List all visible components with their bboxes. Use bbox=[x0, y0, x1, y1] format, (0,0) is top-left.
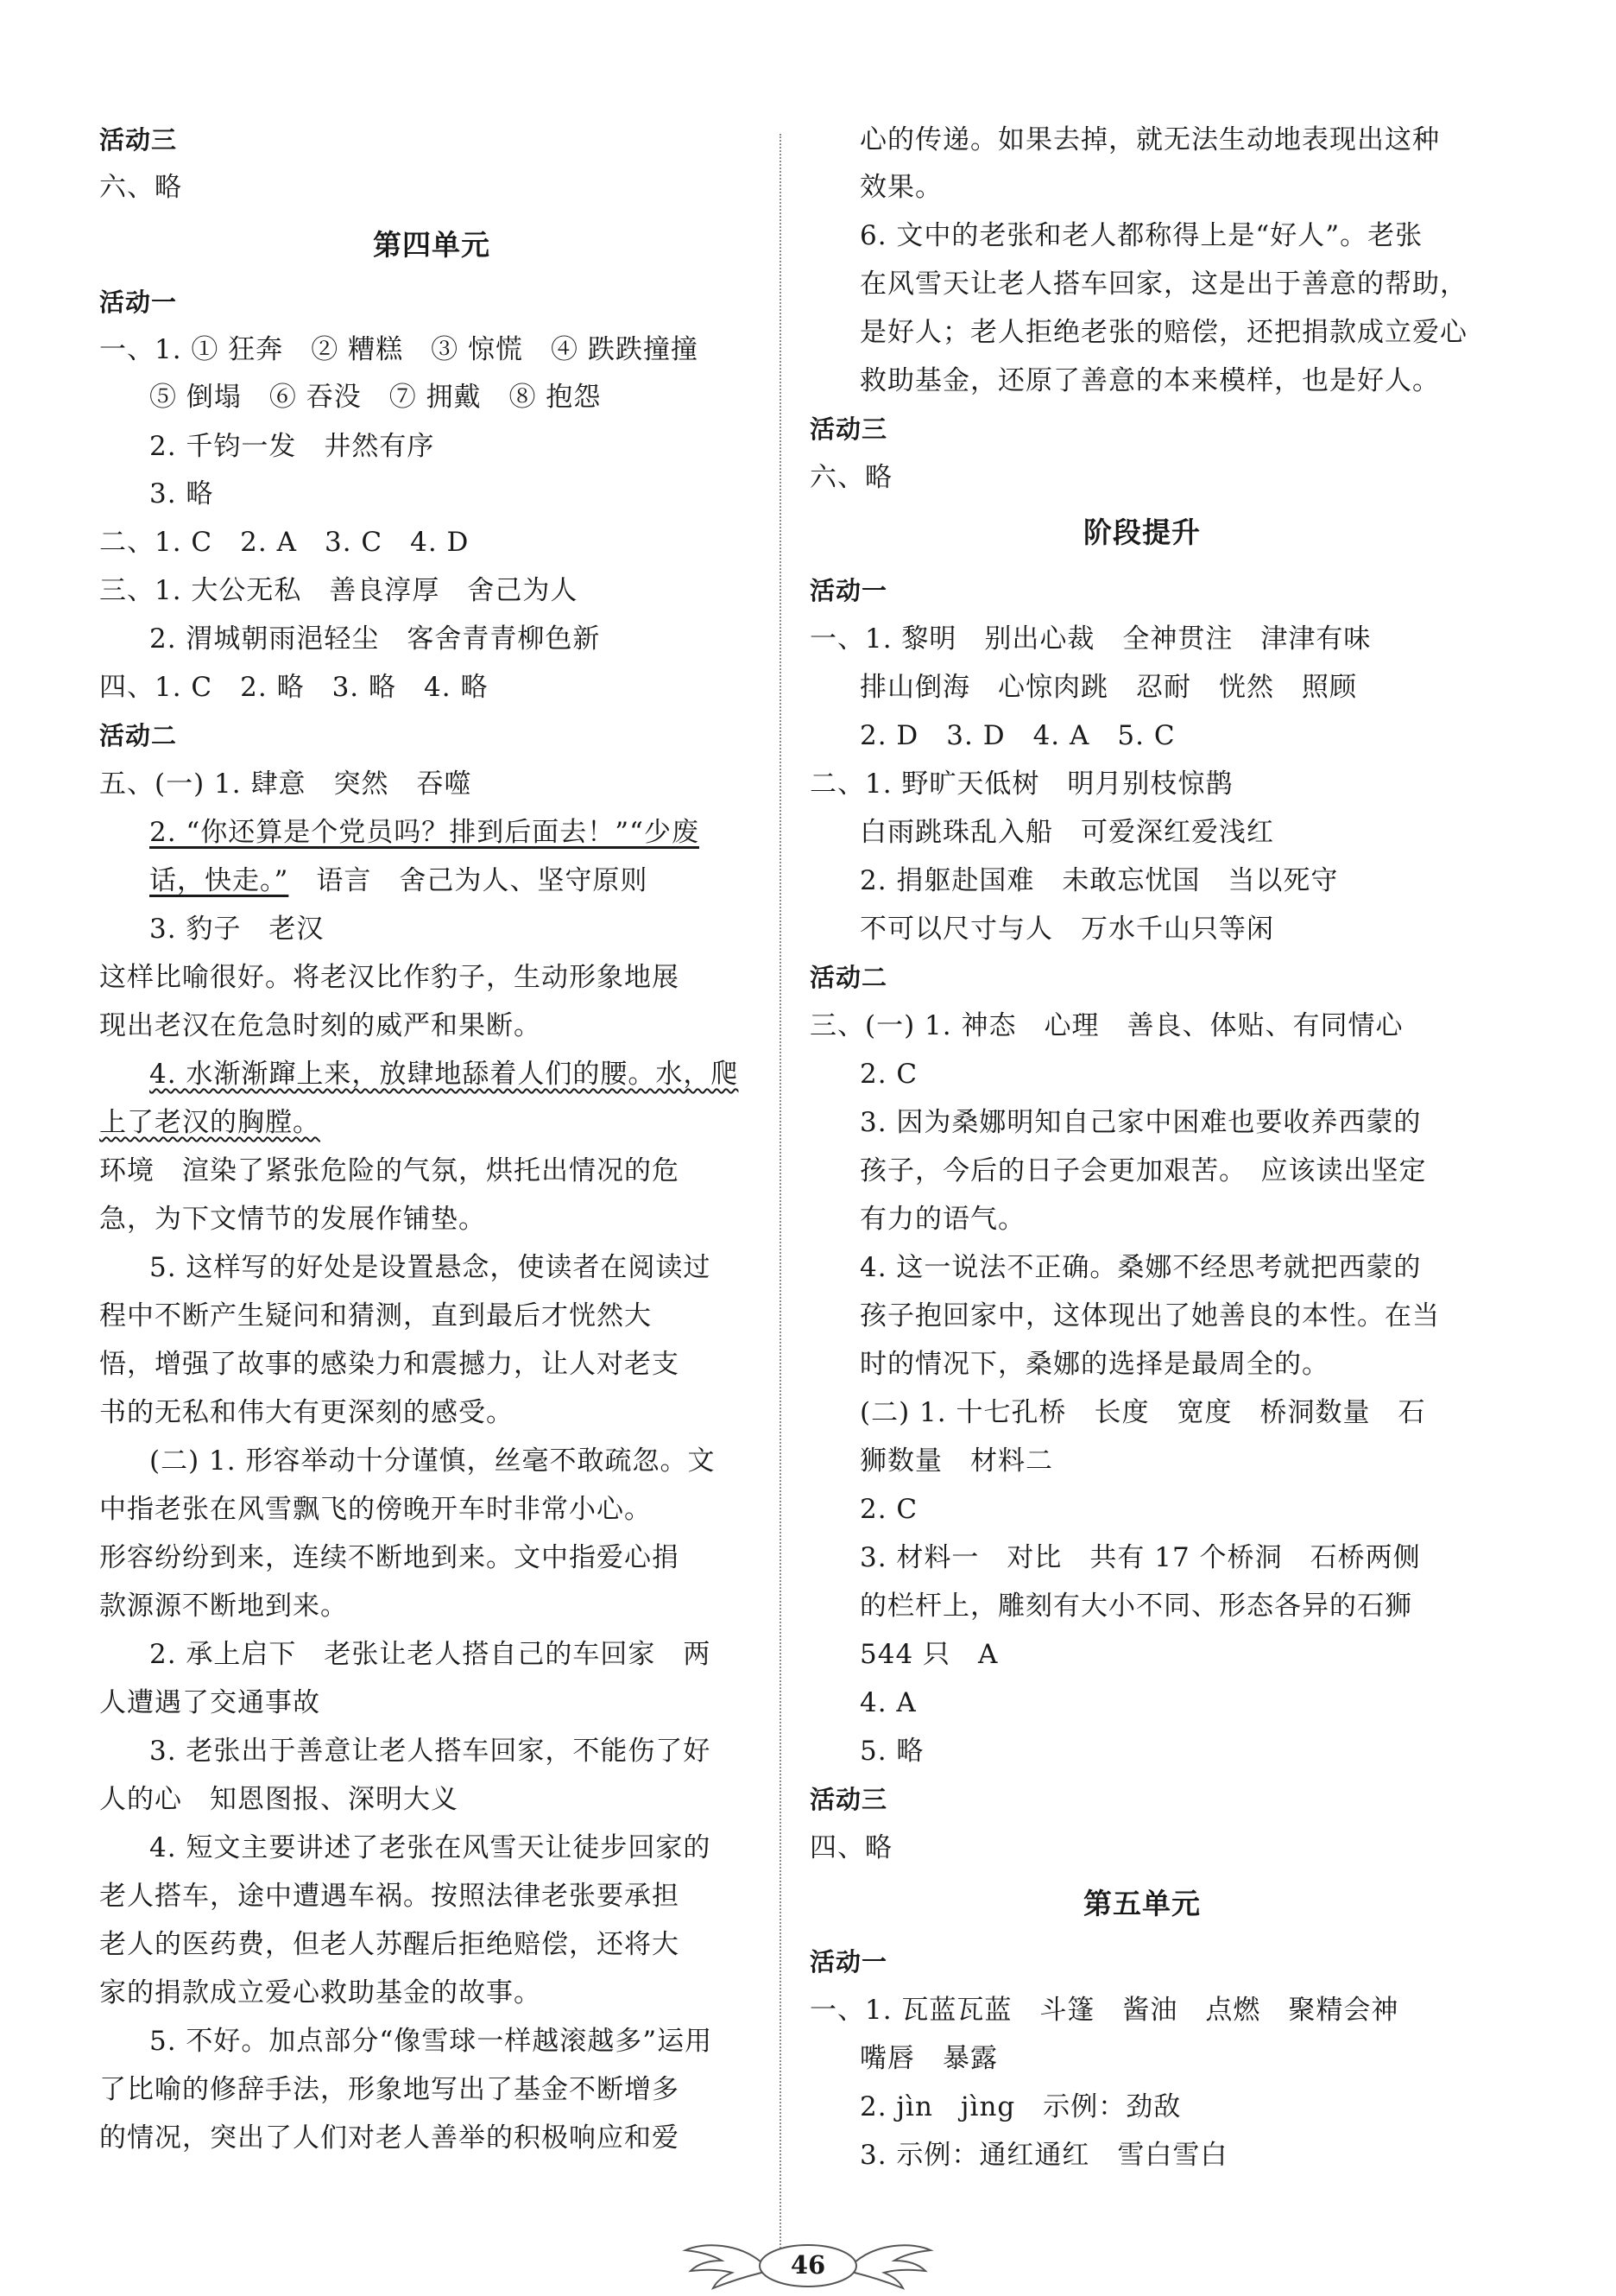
answer-line: 现出老汉在危急时刻的威严和果断。 bbox=[99, 1010, 541, 1041]
answer-line: 4. A bbox=[860, 1687, 917, 1718]
answer-line: 的情况，突出了人们对老人善举的积极响应和爱 bbox=[99, 2122, 679, 2154]
answer-line: 四、1. C 2. 略 3. 略 4. 略 bbox=[99, 672, 489, 703]
answer-line: 4. 短文主要讲述了老张在风雪天让徒步回家的 bbox=[149, 1832, 711, 1863]
answer-line: 款源源不断地到来。 bbox=[99, 1591, 348, 1622]
answer-line: 五、(一) 1. 肆意 突然 吞噬 bbox=[99, 768, 472, 800]
answer-line: 二、1. 野旷天低树 明月别枝惊鹊 bbox=[810, 768, 1234, 800]
answer-line: 544 只 A bbox=[860, 1639, 999, 1670]
answer-line: 5. 这样写的好处是设置悬念，使读者在阅读过 bbox=[149, 1252, 711, 1283]
answer-line: 3. 材料一 对比 共有 17 个桥洞 石桥两侧 bbox=[860, 1542, 1421, 1573]
answer-line: 有力的语气。 bbox=[860, 1204, 1026, 1235]
answer-line: 家的捐款成立爱心救助基金的故事。 bbox=[99, 1977, 541, 2008]
answer-line: 形容纷纷到来，连续不断地到来。文中指爱心捐 bbox=[99, 1542, 679, 1573]
answer-line: 3. 因为桑娜明知自己家中困难也要收养西蒙的 bbox=[860, 1107, 1422, 1138]
answer-line: 人的心 知恩图报、深明大义 bbox=[99, 1784, 458, 1815]
answer-line: 2. C bbox=[860, 1059, 918, 1090]
answer-line: 急，为下文情节的发展作铺垫。 bbox=[99, 1204, 486, 1235]
answer-line: 一、1. 瓦蓝瓦蓝 斗篷 酱油 点燃 聚精会神 bbox=[810, 1995, 1399, 2026]
answer-line: 4. 这一说法不正确。桑娜不经思考就把西蒙的 bbox=[860, 1252, 1422, 1283]
answer-line: 一、1. ① 狂奔 ② 糟糕 ③ 惊慌 ④ 跌跌撞撞 bbox=[99, 334, 698, 365]
answer-line: 时的情况下，桑娜的选择是最周全的。 bbox=[860, 1349, 1329, 1380]
section-label: 活动一 bbox=[810, 576, 888, 605]
answer-line: 心的传递。如果去掉，就无法生动地表现出这种 bbox=[860, 124, 1440, 155]
answer-line: 2. D 3. D 4. A 5. C bbox=[860, 720, 1176, 751]
answer-line: 2. 千钧一发 井然有序 bbox=[149, 431, 435, 462]
answer-line: ⑤ 倒塌 ⑥ 吞没 ⑦ 拥戴 ⑧ 抱怨 bbox=[149, 382, 602, 413]
stage-title: 阶段提升 bbox=[1083, 515, 1201, 549]
unit-title: 第四单元 bbox=[373, 228, 490, 262]
section-label: 活动一 bbox=[810, 1947, 888, 1977]
answer-line: 4. 水渐渐蹿上来，放肆地舔着人们的腰。水，爬 bbox=[149, 1059, 739, 1090]
answer-line: 在风雪天让老人搭车回家，这是出于善意的帮助， bbox=[860, 269, 1468, 300]
answer-line: 老人搭车，途中遭遇车祸。按照法律老张要承担 bbox=[99, 1881, 679, 1912]
answer-text: 语言 舍己为人、坚守原则 bbox=[288, 865, 648, 896]
answer-line: 中指老张在风雪飘飞的傍晚开车时非常小心。 bbox=[99, 1494, 652, 1525]
answer-line: 孩子抱回家中，这体现出了她善良的本性。在当 bbox=[860, 1300, 1440, 1331]
page-number: 46 bbox=[790, 2250, 826, 2280]
answer-line: 2. jìn jìng 示例：劲敌 bbox=[860, 2091, 1182, 2122]
answer-line: 嘴唇 暴露 bbox=[860, 2043, 998, 2074]
answer-line: 2. 承上启下 老张让老人搭自己的车回家 两 bbox=[149, 1639, 711, 1670]
answer-line: 不可以尺寸与人 万水千山只等闲 bbox=[860, 914, 1274, 945]
answer-line: 2. “你还算是个党员吗？排到后面去！”“少废 bbox=[149, 817, 699, 848]
section-label: 活动一 bbox=[99, 288, 178, 317]
underlined-quote: 话，快走。” bbox=[149, 865, 289, 896]
answer-line: 二、1. C 2. A 3. C 4. D bbox=[99, 527, 470, 558]
answer-line: 3. 示例：通红通红 雪白雪白 bbox=[860, 2140, 1228, 2171]
answer-line: 人遭遇了交通事故 bbox=[99, 1687, 320, 1718]
answer-line: 2. 捐躯赴国难 未敢忘忧国 当以死守 bbox=[860, 865, 1339, 896]
answer-line: 三、(一) 1. 神态 心理 善良、体贴、有同情心 bbox=[810, 1010, 1404, 1041]
answer-line: 5. 略 bbox=[860, 1736, 925, 1767]
answer-line: 书的无私和伟大有更深刻的感受。 bbox=[99, 1397, 514, 1428]
answer-line: 3. 豹子 老汉 bbox=[149, 914, 325, 945]
answer-line: (二) 1. 十七孔桥 长度 宽度 桥洞数量 石 bbox=[860, 1397, 1426, 1428]
answer-line: 三、1. 大公无私 善良淳厚 舍己为人 bbox=[99, 575, 578, 606]
answer-line: 排山倒海 心惊肉跳 忍耐 恍然 照顾 bbox=[860, 672, 1357, 703]
section-label: 活动二 bbox=[99, 721, 178, 750]
answer-line: 老人的医药费，但老人苏醒后拒绝赔偿，还将大 bbox=[99, 1929, 679, 1960]
answer-line: 孩子，今后的日子会更加艰苦。 应该读出坚定 bbox=[860, 1155, 1427, 1186]
answer-line: (二) 1. 形容举动十分谨慎，丝毫不敢疏忽。文 bbox=[149, 1445, 716, 1477]
section-label: 活动三 bbox=[99, 125, 178, 155]
answer-line: 四、略 bbox=[810, 1832, 893, 1863]
answer-line: 这样比喻很好。将老汉比作豹子，生动形象地展 bbox=[99, 962, 679, 993]
answer-line: 了比喻的修辞手法，形象地写出了基金不断增多 bbox=[99, 2074, 679, 2105]
answer-line: 的栏杆上，雕刻有大小不同、形态各异的石狮 bbox=[860, 1591, 1412, 1622]
answer-line: 上了老汉的胸膛。 bbox=[99, 1107, 320, 1138]
section-label: 活动三 bbox=[810, 1785, 888, 1814]
answer-line: 是好人；老人拒绝老张的赔偿，还把捐款成立爱心 bbox=[860, 317, 1468, 348]
answer-line: 环境 渲染了紧张危险的气氛，烘托出情况的危 bbox=[99, 1155, 679, 1186]
column-divider bbox=[780, 134, 781, 2258]
answer-line: 六、略 bbox=[810, 462, 893, 493]
answer-line: 2. C bbox=[860, 1494, 918, 1525]
section-label: 活动二 bbox=[810, 963, 888, 992]
answer-line: 一、1. 黎明 别出心裁 全神贯注 津津有味 bbox=[810, 623, 1372, 655]
answer-line: 救助基金，还原了善意的本来模样，也是好人。 bbox=[860, 365, 1440, 396]
answer-line: 3. 老张出于善意让老人搭车回家，不能伤了好 bbox=[149, 1736, 711, 1767]
answer-line: 效果。 bbox=[860, 172, 943, 203]
section-label: 活动三 bbox=[810, 414, 888, 444]
answer-line: 六、略 bbox=[99, 172, 182, 203]
answer-line: 3. 略 bbox=[149, 478, 214, 509]
answer-line: 5. 不好。加点部分“像雪球一样越滚越多”运用 bbox=[149, 2026, 713, 2057]
answer-line: 狮数量 材料二 bbox=[860, 1445, 1053, 1477]
answer-line: 6. 文中的老张和老人都称得上是“好人”。老张 bbox=[860, 220, 1423, 251]
unit-title: 第五单元 bbox=[1083, 1887, 1201, 1920]
answer-line: 白雨跳珠乱入船 可爱深红爱浅红 bbox=[860, 817, 1274, 848]
answer-line bbox=[149, 863, 647, 898]
answer-line: 2. 渭城朝雨浥轻尘 客舍青青柳色新 bbox=[149, 623, 601, 655]
answer-line: 悟，增强了故事的感染力和震撼力，让人对老支 bbox=[99, 1349, 679, 1380]
answer-line: 程中不断产生疑问和猜测，直到最后才恍然大 bbox=[99, 1300, 652, 1331]
